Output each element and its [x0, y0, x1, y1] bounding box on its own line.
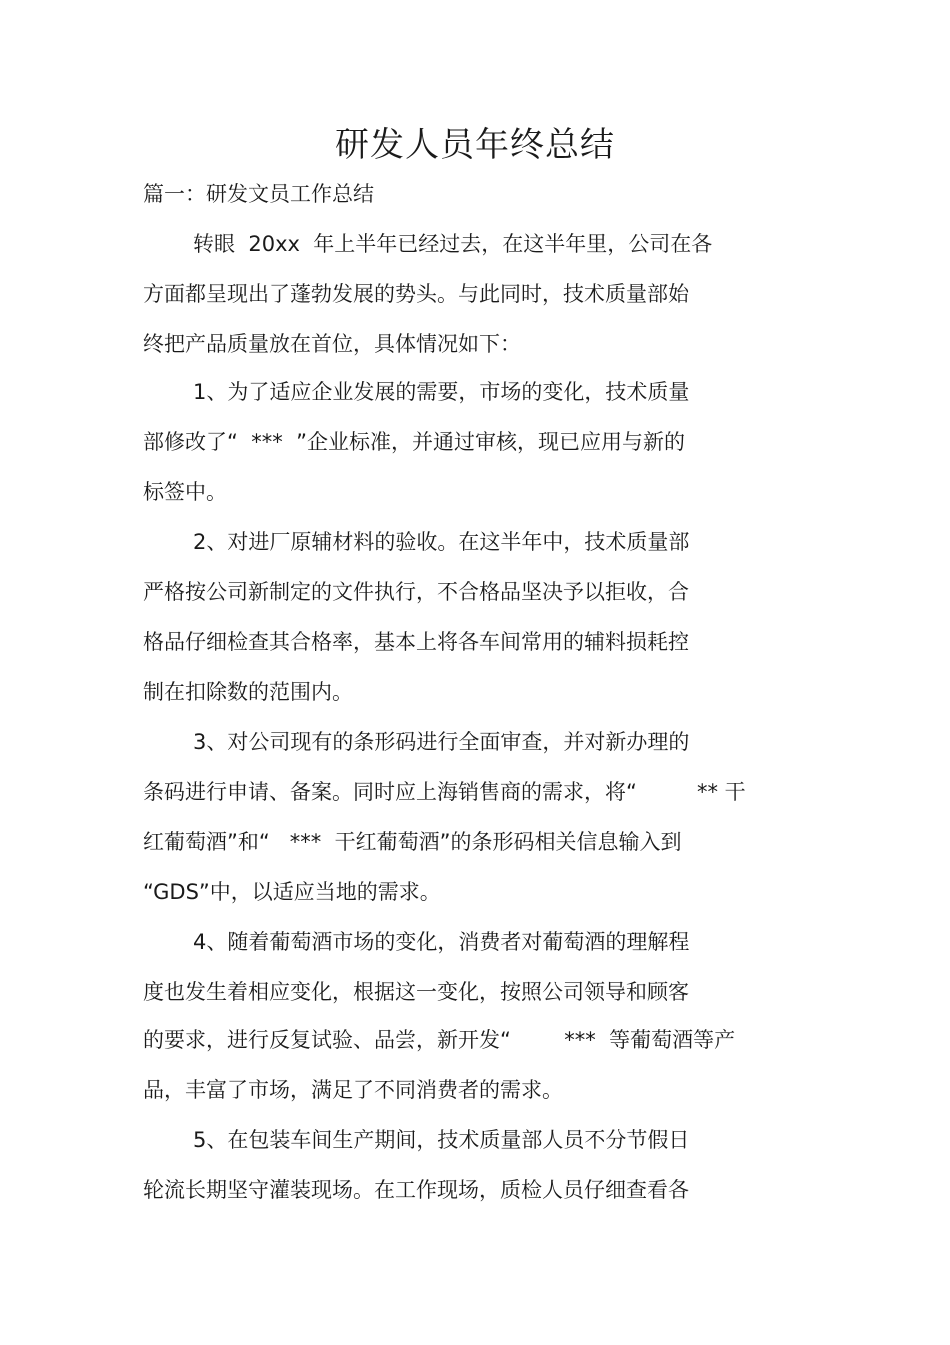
paragraph-line: 4、随着葡萄酒市场的变化，消费者对葡萄酒的理解程: [193, 930, 690, 954]
paragraph-line: 严格按公司新制定的文件执行，不合格品坚决予以拒收，合: [143, 580, 689, 604]
paragraph-line: “GDS”中，以适应当地的需求。: [143, 880, 441, 904]
paragraph-line: 终把产品质量放在首位，具体情况如下：: [143, 332, 521, 356]
paragraph-line: 制在扣除数的范围内。: [143, 680, 353, 704]
paragraph-line: 轮流长期坚守灌装现场。在工作现场，质检人员仔细查看各: [143, 1178, 689, 1202]
paragraph-line: 3、对公司现有的条形码进行全面审查，并对新办理的: [193, 730, 690, 754]
paragraph-line: 条码进行申请、备案。同时应上海销售商的需求，将“ ** 干: [143, 780, 746, 804]
paragraph-line: 2、对进厂原辅材料的验收。在这半年中，技术质量部: [193, 530, 690, 554]
paragraph-line: 红葡萄酒”和“ *** 干红葡萄酒”的条形码相关信息输入到: [143, 830, 682, 854]
paragraph-line: 5、在包装车间生产期间，技术质量部人员不分节假日: [193, 1128, 690, 1152]
paragraph-line: 转眼 20xx 年上半年已经过去，在这半年里，公司在各: [193, 232, 713, 256]
paragraph-line: 部修改了“ *** ”企业标准，并通过审核，现已应用与新的: [143, 430, 685, 454]
paragraph-line: 标签中。: [143, 480, 227, 504]
paragraph-line: 格品仔细检查其合格率，基本上将各车间常用的辅料损耗控: [143, 630, 689, 654]
paragraph-line: 度也发生着相应变化，根据这一变化，按照公司领导和顾客: [143, 980, 689, 1004]
paragraph-line: 1、为了适应企业发展的需要，市场的变化，技术质量: [193, 380, 690, 404]
paragraph-line: 方面都呈现出了蓬勃发展的势头。与此同时，技术质量部始: [143, 282, 689, 306]
paragraph-line: 的要求，进行反复试验、品尝，新开发“ *** 等葡萄酒等产: [143, 1028, 736, 1052]
paragraph-line: 品，丰富了市场，满足了不同消费者的需求。: [143, 1078, 563, 1102]
document-title: 研发人员年终总结: [335, 125, 615, 165]
section-heading: 篇一：研发文员工作总结: [143, 182, 374, 206]
